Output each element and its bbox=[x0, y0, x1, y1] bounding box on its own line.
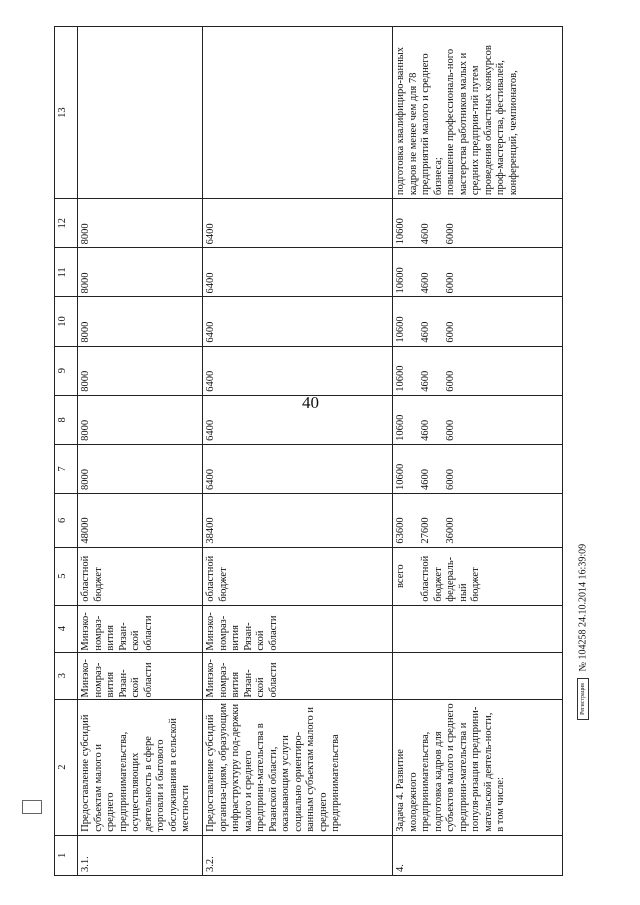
table-row bbox=[203, 27, 393, 876]
co-executor bbox=[393, 605, 563, 652]
funding-source: областной бюджет bbox=[78, 547, 203, 605]
year-value: 10600 bbox=[395, 316, 406, 343]
year-value: 6000 bbox=[445, 272, 456, 294]
header-cell: 9 bbox=[55, 346, 78, 395]
header-cell: 5 bbox=[55, 547, 78, 605]
total-value: 27600 bbox=[420, 517, 431, 544]
funding-source: федераль-ный бюджет bbox=[445, 556, 481, 602]
document-number: № 104258 bbox=[577, 629, 589, 672]
year-value: 6400 bbox=[203, 199, 393, 248]
header-cell: 8 bbox=[55, 395, 78, 444]
header-cell: 10 bbox=[55, 297, 78, 346]
header-cell: 2 bbox=[55, 699, 78, 835]
total-value-stack bbox=[393, 494, 563, 548]
total-value: 36000 bbox=[445, 517, 456, 544]
header-cell: 6 bbox=[55, 494, 78, 548]
year-value: 10600 bbox=[395, 267, 406, 294]
scan-mark-icon bbox=[22, 800, 42, 814]
funding-source: всего bbox=[395, 564, 406, 588]
header-cell: 13 bbox=[55, 27, 78, 199]
total-value: 38400 bbox=[203, 494, 393, 548]
program-table bbox=[54, 26, 563, 876]
funding-source: областной бюджет bbox=[203, 547, 393, 605]
year-value: 4600 bbox=[420, 272, 431, 294]
year-value: 8000 bbox=[78, 395, 203, 444]
year-value: 6000 bbox=[445, 469, 456, 491]
header-row bbox=[55, 27, 78, 876]
year-value: 10600 bbox=[395, 218, 406, 245]
expected-result bbox=[78, 27, 203, 199]
year-value: 10600 bbox=[395, 414, 406, 441]
row-number: 3.1. bbox=[78, 835, 203, 875]
year-value: 4600 bbox=[420, 370, 431, 392]
responsible-executor: Минэко-номраз-вития Рязан-ской области bbox=[203, 652, 393, 699]
year-value: 4600 bbox=[420, 223, 431, 245]
responsible-executor: Минэко-номраз-вития Рязан-ской области bbox=[78, 652, 203, 699]
page-number: 40 bbox=[302, 393, 319, 412]
table-row bbox=[393, 27, 563, 876]
year-value: 6400 bbox=[203, 297, 393, 346]
year-value-stack bbox=[393, 199, 563, 248]
table-row bbox=[78, 27, 203, 876]
registration-timestamp: 24.10.2014 16:39:09 bbox=[577, 543, 589, 627]
header-cell: 3 bbox=[55, 652, 78, 699]
row-number: 4. bbox=[393, 835, 563, 875]
header-cell: 1 bbox=[55, 835, 78, 875]
funding-source-stack bbox=[393, 547, 563, 605]
year-value: 10600 bbox=[395, 463, 406, 491]
year-value-stack bbox=[393, 346, 563, 395]
expected-result: подготовка квалифициро-ванных кадров не менее чем для 78 предприятий малого и среднего бизнеса; повышение профессиональ-ного мастерства работников малых и средних предприя-тий путем проведения областных конкурсов проф-мастерства, фестивалей, конференций, чемпионатов, bbox=[393, 27, 563, 199]
year-value-stack bbox=[393, 297, 563, 346]
year-value: 8000 bbox=[78, 444, 203, 493]
year-value: 6000 bbox=[445, 321, 456, 343]
year-value: 6400 bbox=[203, 395, 393, 444]
header-cell: 7 bbox=[55, 444, 78, 493]
year-value: 10600 bbox=[395, 365, 406, 392]
year-value: 6400 bbox=[203, 248, 393, 297]
year-value-stack bbox=[393, 248, 563, 297]
co-executor: Минэко-номраз-вития Рязан-ской области bbox=[78, 605, 203, 652]
responsible-executor bbox=[393, 652, 563, 699]
registration-stamp: Регистрация bbox=[577, 678, 589, 720]
year-value: 6000 bbox=[445, 223, 456, 245]
year-value: 4600 bbox=[420, 419, 431, 441]
co-executor: Минэко-номраз-вития Рязан-ской области bbox=[203, 605, 393, 652]
expected-result bbox=[203, 27, 393, 199]
year-value: 6400 bbox=[203, 346, 393, 395]
year-value: 4600 bbox=[420, 469, 431, 491]
registration-footer bbox=[577, 543, 589, 720]
row-name: Задача 4. Развитие молодежного предпринимательства, подготовка кадров для субъектов малого и среднего предприни-мательства и популя-ризация предприни-мательской деятель-ности, в том числе: bbox=[393, 699, 563, 835]
header-cell: 12 bbox=[55, 199, 78, 248]
year-value: 6400 bbox=[203, 444, 393, 493]
header-cell: 4 bbox=[55, 605, 78, 652]
year-value-stack bbox=[393, 444, 563, 493]
header-cell: 11 bbox=[55, 248, 78, 297]
total-value: 48000 bbox=[78, 494, 203, 548]
year-value: 8000 bbox=[78, 346, 203, 395]
year-value: 6000 bbox=[445, 419, 456, 441]
year-value: 8000 bbox=[78, 248, 203, 297]
funding-source: областной бюджет bbox=[420, 555, 444, 602]
year-value-stack bbox=[393, 395, 563, 444]
row-name: Предоставление субсидий организа-циям, образующим инфраструктуру под-держки малого и среднего предприни-мательства в Рязанской области, оказывающим услуги социально ориентиро-ванным субъектам малого и среднего предпринимательства bbox=[203, 699, 393, 835]
year-value: 8000 bbox=[78, 199, 203, 248]
year-value: 4600 bbox=[420, 321, 431, 343]
rotated-table-container bbox=[54, 26, 519, 876]
row-name: Предоставление субсидий субъектам малого и среднего предпринимательства, осуществляющих деятельность в сфере торговли и бытового обслуживания в сельской местности bbox=[78, 699, 203, 835]
year-value: 8000 bbox=[78, 297, 203, 346]
row-number: 3.2. bbox=[203, 835, 393, 875]
year-value: 6000 bbox=[445, 370, 456, 392]
total-value: 63600 bbox=[395, 517, 406, 544]
